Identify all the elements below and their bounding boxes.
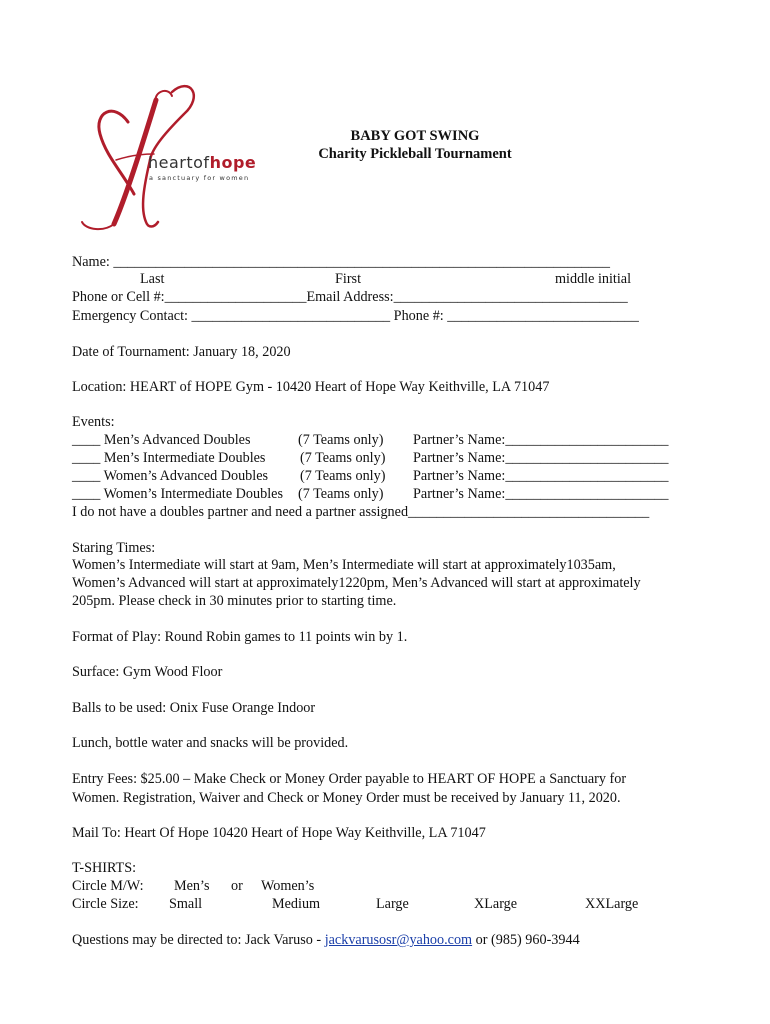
events-heading: Events: [72,414,115,430]
location: Location: HEART of HOPE Gym - 10420 Heart of Hope Way Keithville, LA 71047 [72,379,550,395]
event-name[interactable]: ____ Men’s Intermediate Doubles [72,450,266,466]
start-times-heading: Staring Times: [72,540,156,556]
womens-option[interactable]: Women’s [261,878,315,894]
entry-fees-line: Entry Fees: $25.00 – Make Check or Money Order payable to HEART OF HOPE a Sanctuary for [72,771,627,787]
start-times-line: Women’s Intermediate will start at 9am, Men’s Intermediate will start at approximately1035am, [72,557,616,573]
circle-size-label: Circle Size: [72,896,139,912]
partner-name-field[interactable]: Partner’s Name:_______________________ [413,450,669,466]
event-teams: (7 Teams only) [300,468,386,484]
name-field[interactable]: Name: ______________________________________________________________________ [72,254,610,270]
event-name[interactable]: ____ Women’s Advanced Doubles [72,468,269,484]
tshirts-heading: T-SHIRTS: [72,860,137,876]
document-subtitle: Charity Pickleball Tournament [318,146,512,162]
middle-initial-label: middle initial [555,271,632,287]
size-option[interactable]: Large [376,896,409,912]
balls: Balls to be used: Onix Fuse Orange Indoor [72,700,316,716]
partner-name-field[interactable]: Partner’s Name:_______________________ [413,486,669,502]
event-name[interactable]: ____ Women’s Intermediate Doubles [72,486,283,502]
phone-email-field[interactable]: Phone or Cell #:____________________Email Address:_________________________________ [72,289,628,305]
contact-line [72,932,580,949]
size-option[interactable]: Medium [272,896,321,912]
contact-suffix: or (985) 960-3944 [472,932,580,948]
start-times-line: Women’s Advanced will start at approximately1220pm, Men’s Advanced will start at approximately [72,575,641,591]
logo-wordmark: heartofhope [148,153,257,172]
emergency-contact-field[interactable]: Emergency Contact: ____________________________ Phone #: ___________________________ [72,308,639,324]
event-teams: (7 Teams only) [300,450,386,466]
or-text: or [231,878,243,894]
event-teams: (7 Teams only) [298,486,384,502]
email-link[interactable]: jackvarusosr@yahoo.com [324,932,473,948]
document-title: BABY GOT SWING [350,128,480,144]
logo-tagline: a sanctuary for women [149,174,250,182]
format-of-play: Format of Play: Round Robin games to 11 points win by 1. [72,629,408,645]
entry-fees-line: Women. Registration, Waiver and Check or Money Order must be received by January 11, 2020. [72,790,621,806]
contact-prefix: Questions may be directed to: Jack Varuso - [72,932,325,948]
start-times-line: 205pm. Please check in 30 minutes prior to starting time. [72,593,397,609]
surface: Surface: Gym Wood Floor [72,664,223,680]
mens-option[interactable]: Men’s [174,878,210,894]
circle-mw-label: Circle M/W: [72,878,144,894]
last-name-label: Last [140,271,165,287]
mail-to: Mail To: Heart Of Hope 10420 Heart of Hope Way Keithville, LA 71047 [72,825,486,841]
event-name[interactable]: ____ Men’s Advanced Doubles [72,432,251,448]
no-partner-field[interactable]: I do not have a doubles partner and need a partner assigned__________________________________ [72,504,650,520]
size-option[interactable]: XXLarge [585,896,639,912]
event-teams: (7 Teams only) [298,432,384,448]
partner-name-field[interactable]: Partner’s Name:_______________________ [413,468,669,484]
tournament-date: Date of Tournament: January 18, 2020 [72,344,291,360]
size-option[interactable]: Small [169,896,203,912]
partner-name-field[interactable]: Partner’s Name:_______________________ [413,432,669,448]
first-name-label: First [335,271,362,287]
size-option[interactable]: XLarge [474,896,518,912]
lunch: Lunch, bottle water and snacks will be provided. [72,735,349,751]
